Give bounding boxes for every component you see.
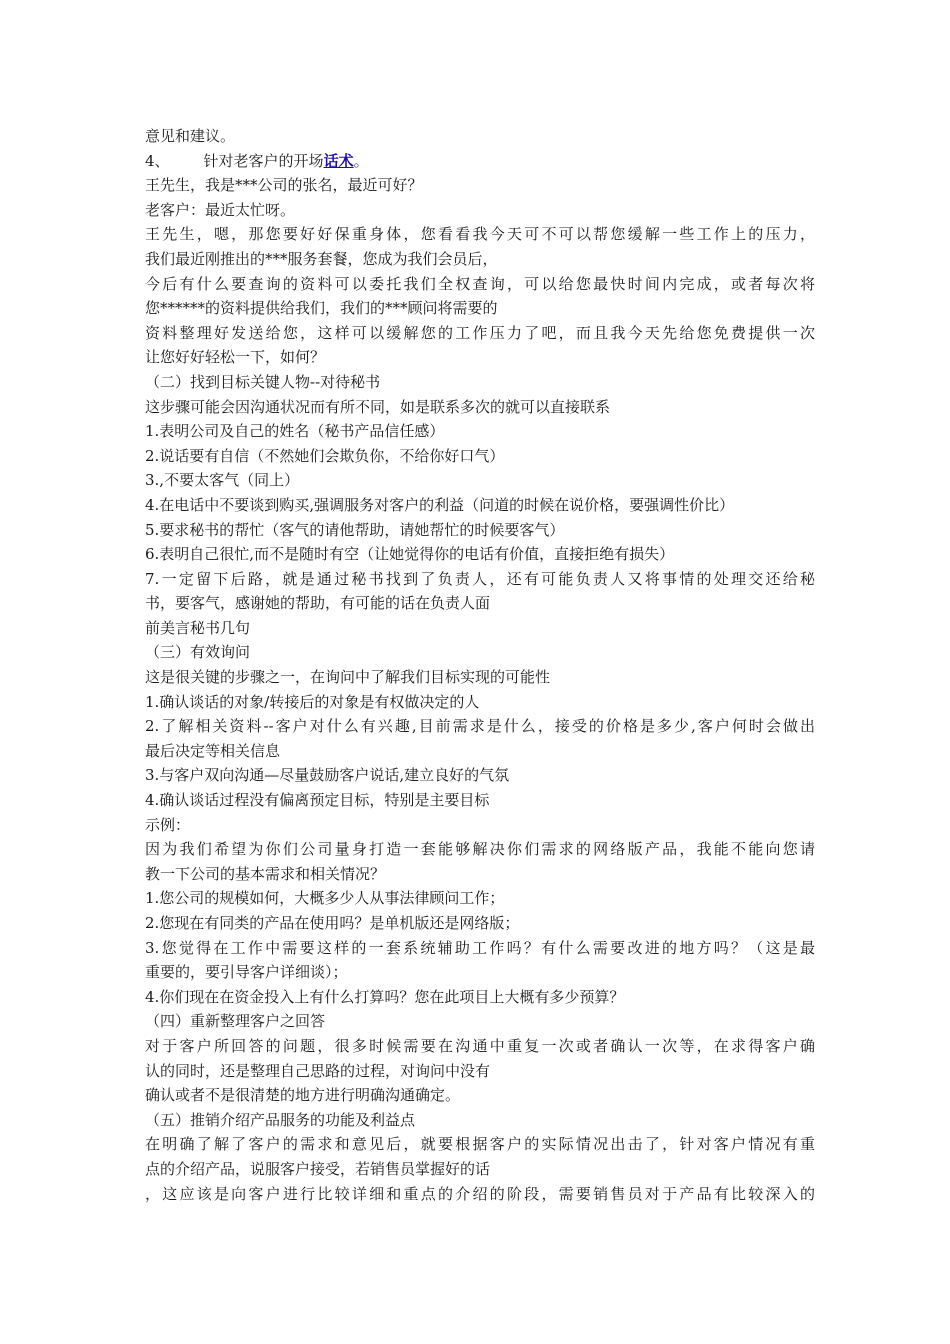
text-line: 1.确认谈话的对象/转接后的对象是有权做决定的人 — [145, 692, 480, 711]
text-line: （五）推销介绍产品服务的功能及利益点 — [145, 1110, 416, 1129]
text-line: 资料整理好发送给您，这样可以缓解您的工作压力了吧，而且我今天先给您免费提供一次 — [145, 323, 815, 342]
heading-punctuation: 。 — [353, 151, 369, 170]
list-item-heading — [145, 149, 815, 174]
text-line: 7.一定留下后路，就是通过秘书找到了负责人，还有可能负责人又将事情的处理交还给秘 — [145, 569, 815, 588]
text-line: 对于客户所回答的问题，很多时候需要在沟通中重复一次或者确认一次等，在求得客户确 — [145, 1036, 815, 1055]
text-line: 3.您觉得在工作中需要这样的一套系统辅助工作吗？有什么需要改进的地方吗？（这是最 — [145, 938, 815, 957]
text-line: 6.表明自己很忙,而不是随时有空（让她觉得你的电话有价值，直接拒绝有损失） — [145, 545, 675, 564]
text-line: 王先生，我是***公司的张名，最近可好？ — [145, 176, 423, 195]
text-line: 在明确了解了客户的需求和意见后，就要根据客户的实际情况出击了，针对客户情况有重 — [145, 1135, 815, 1154]
text-line: 王先生，嗯，那您要好好保重身体，您看看我今天可不可以帮您缓解一些工作上的压力， — [145, 225, 815, 244]
text-line: 认的同时，还是整理自己思路的过程，对询问中没有 — [145, 1061, 491, 1080]
text-line: 示例： — [145, 815, 191, 834]
text-line: 这是很关键的步骤之一，在询问中了解我们目标实现的可能性 — [145, 668, 551, 687]
text-line: 4.确认谈话过程没有偏离预定目标，特别是主要目标 — [145, 791, 490, 810]
text-line: 前美言秘书几句 — [145, 618, 251, 637]
text-line: 3.与客户双向沟通—尽量鼓励客户说话,建立良好的气氛 — [145, 766, 510, 785]
text-line: 您******的资料提供给我们，我们的***顾问将需要的 — [145, 299, 498, 318]
text-line: 2.您现在有同类的产品在使用吗？是单机版还是网络版； — [145, 914, 520, 932]
text-line: 1.您公司的规模如何，大概多少人从事法律顾问工作； — [145, 889, 505, 908]
text-line: 今后有什么要查询的资料可以委托我们全权查询，可以给您最快时间内完成，或者每次将 — [145, 274, 815, 293]
text-line: （三）有效询问 — [145, 643, 251, 662]
text-line: 因为我们希望为你们公司量身打造一套能够解决你们需求的网络版产品，我能不能向您请 — [145, 840, 815, 859]
text-line: 2.说话要有自信（不然她们会欺负你，不给你好口气） — [145, 446, 505, 465]
text-line: 我们最近刚推出的***服务套餐，您成为我们会员后， — [145, 249, 498, 268]
text-line: 确认或者不是很清楚的地方进行明确沟通确定。 — [145, 1086, 461, 1105]
text-line: 1.表明公司及自己的姓名（秘书产品信任感） — [145, 422, 445, 441]
text-line: 老客户：最近太忙呀。 — [145, 200, 296, 219]
document-body — [145, 124, 815, 1206]
text-line: （四）重新整理客户之回答 — [145, 1012, 326, 1031]
text-line: 让您好好轻松一下，如何？ — [145, 348, 326, 367]
text-line: 点的介绍产品，说服客户接受，若销售员掌握好的话 — [145, 1159, 491, 1178]
text-line: 教一下公司的基本需求和相关情况？ — [145, 864, 386, 883]
list-number: 4、 — [145, 151, 170, 170]
hyperlink[interactable]: 话术 — [323, 151, 354, 170]
text-line: 意见和建议。 — [145, 127, 236, 145]
text-line: 2.了解相关资料--客户对什么有兴趣,目前需求是什么，接受的价格是多少,客户何时会做出 — [145, 717, 815, 736]
text-line: 4.你们现在在资金投入上有什么打算吗？您在此项目上大概有多少预算？ — [145, 987, 625, 1006]
text-line: 这步骤可能会因沟通状况而有所不同，如是联系多次的就可以直接联系 — [145, 397, 611, 416]
text-line: 4.在电话中不要谈到购买,强调服务对客户的利益（问道的时候在说价格，要强调性价比） — [145, 495, 735, 514]
text-line: 5.要求秘书的帮忙（客气的请他帮助，请她帮忙的时候要客气） — [145, 520, 565, 539]
text-line: 3.,不要太客气（同上） — [145, 471, 300, 490]
text-line: ，这应该是向客户进行比较详细和重点的介绍的阶段，需要销售员对于产品有比较深入的 — [145, 1184, 815, 1203]
text-line: 重要的，要引导客户详细谈）； — [145, 963, 348, 982]
text-line: 书，要客气，感谢她的帮助，有可能的话在负责人面 — [145, 594, 491, 613]
text-line: （二）找到目标关键人物--对待秘书 — [145, 372, 381, 391]
heading-text: 针对老客户的开场 — [203, 151, 324, 170]
text-line: 最后决定等相关信息 — [145, 741, 281, 760]
